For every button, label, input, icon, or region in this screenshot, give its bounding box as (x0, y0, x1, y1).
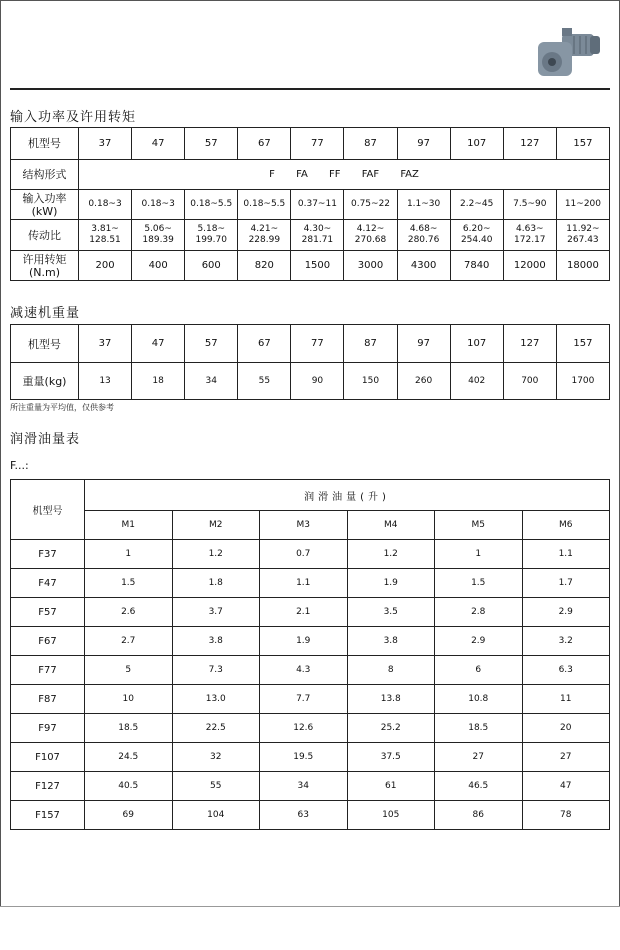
oil-quantity-header: 润滑油量(升) (85, 480, 610, 511)
oil-value-cell: 12.6 (260, 714, 348, 743)
oil-sub-label: F...: (10, 459, 29, 472)
oil-value-cell: 0.7 (260, 540, 348, 569)
oil-row (11, 772, 610, 801)
ratio-row (11, 220, 610, 251)
ratio-cell: 4.21~ 228.99 (238, 220, 291, 251)
ratio-cell: 4.12~ 270.68 (344, 220, 397, 251)
ratio-cell: 4.63~ 172.17 (503, 220, 556, 251)
weight-cell: 90 (291, 363, 344, 400)
oil-row-model: F37 (11, 540, 85, 569)
oil-value-cell: 18.5 (85, 714, 173, 743)
oil-value-cell: 55 (172, 772, 260, 801)
weight-model-cell: 157 (556, 325, 609, 363)
ratio-cell: 4.68~ 280.76 (397, 220, 450, 251)
position-header: M1 (85, 511, 173, 540)
weight-section-title: 减速机重量 (10, 306, 81, 321)
weight-cell: 1700 (556, 363, 609, 400)
oil-value-cell: 63 (260, 801, 348, 830)
oil-row (11, 714, 610, 743)
oil-value-cell: 25.2 (347, 714, 435, 743)
weight-row (11, 363, 610, 400)
torque-header (11, 251, 79, 281)
oil-value-cell: 2.1 (260, 598, 348, 627)
bottom-strip (0, 906, 620, 950)
position-header: M4 (347, 511, 435, 540)
power-cell: 11~200 (556, 190, 609, 220)
weight-cell: 150 (344, 363, 397, 400)
oil-value-cell: 40.5 (85, 772, 173, 801)
oil-value-cell: 32 (172, 743, 260, 772)
position-header: M3 (260, 511, 348, 540)
oil-value-cell: 2.9 (522, 598, 610, 627)
oil-value-cell: 3.7 (172, 598, 260, 627)
weight-model-cell: 57 (185, 325, 238, 363)
weight-model-cell: 107 (450, 325, 503, 363)
structure-type: FAF (361, 169, 380, 180)
oil-value-cell: 1.1 (522, 540, 610, 569)
oil-value-cell: 2.6 (85, 598, 173, 627)
weight-model-cell: 87 (344, 325, 397, 363)
oil-value-cell: 86 (435, 801, 523, 830)
oil-row-model: F87 (11, 685, 85, 714)
oil-value-cell: 1.2 (347, 540, 435, 569)
weight-header: 重量(kg) (11, 363, 79, 400)
oil-value-cell: 27 (435, 743, 523, 772)
oil-value-cell: 1.1 (260, 569, 348, 598)
ratio-cell: 6.20~ 254.40 (450, 220, 503, 251)
oil-row-model: F77 (11, 656, 85, 685)
ratio-cell: 5.06~ 189.39 (132, 220, 185, 251)
torque-row (11, 251, 610, 281)
oil-table (10, 479, 610, 830)
oil-value-cell: 24.5 (85, 743, 173, 772)
power-label: 输入功率 (22, 191, 67, 205)
oil-value-cell: 19.5 (260, 743, 348, 772)
oil-row (11, 569, 610, 598)
oil-row-model: F67 (11, 627, 85, 656)
torque-cell: 3000 (344, 251, 397, 281)
model-row (11, 128, 610, 160)
position-header: M5 (435, 511, 523, 540)
weight-cell: 260 (397, 363, 450, 400)
oil-value-cell: 78 (522, 801, 610, 830)
power-cell: 0.18~5.5 (185, 190, 238, 220)
weight-cell: 18 (132, 363, 185, 400)
model-cell: 127 (503, 128, 556, 160)
oil-value-cell: 1.9 (260, 627, 348, 656)
oil-value-cell: 104 (172, 801, 260, 830)
weight-model-row (11, 325, 610, 363)
oil-row (11, 656, 610, 685)
model-header: 机型号 (11, 128, 79, 160)
position-header: M2 (172, 511, 260, 540)
oil-value-cell: 6.3 (522, 656, 610, 685)
oil-value-cell: 5 (85, 656, 173, 685)
oil-value-cell: 2.7 (85, 627, 173, 656)
structure-type: FF (328, 169, 341, 180)
power-header (11, 190, 79, 220)
model-cell: 47 (132, 128, 185, 160)
power-cell: 0.75~22 (344, 190, 397, 220)
oil-value-cell: 69 (85, 801, 173, 830)
oil-value-cell: 1 (85, 540, 173, 569)
ratio-cell: 4.30~ 281.71 (291, 220, 344, 251)
oil-row-model: F97 (11, 714, 85, 743)
torque-cell: 18000 (556, 251, 609, 281)
oil-value-cell: 22.5 (172, 714, 260, 743)
power-cell: 1.1~30 (397, 190, 450, 220)
oil-row (11, 743, 610, 772)
power-cell: 2.2~45 (450, 190, 503, 220)
ratio-cell: 5.18~ 199.70 (185, 220, 238, 251)
structure-type: FAZ (400, 169, 419, 180)
ratio-cell: 3.81~ 128.51 (79, 220, 132, 251)
weight-cell: 34 (185, 363, 238, 400)
torque-cell: 12000 (503, 251, 556, 281)
oil-value-cell: 6 (435, 656, 523, 685)
oil-position-row (11, 511, 610, 540)
weight-cell: 402 (450, 363, 503, 400)
ratio-cell: 11.92~ 267.43 (556, 220, 609, 251)
weight-model-cell: 67 (238, 325, 291, 363)
structure-type: FA (296, 169, 308, 180)
oil-model-header: 机型号 (11, 480, 85, 540)
position-header: M6 (522, 511, 610, 540)
weight-model-cell: 127 (503, 325, 556, 363)
oil-value-cell: 7.3 (172, 656, 260, 685)
oil-value-cell: 10.8 (435, 685, 523, 714)
oil-row (11, 685, 610, 714)
oil-value-cell: 1.8 (172, 569, 260, 598)
oil-value-cell: 47 (522, 772, 610, 801)
oil-row (11, 801, 610, 830)
weight-cell: 700 (503, 363, 556, 400)
power-cell: 0.18~3 (79, 190, 132, 220)
model-cell: 157 (556, 128, 609, 160)
power-cell: 0.18~5.5 (238, 190, 291, 220)
oil-value-cell: 2.8 (435, 598, 523, 627)
model-cell: 77 (291, 128, 344, 160)
oil-value-cell: 1.7 (522, 569, 610, 598)
structure-types (79, 160, 610, 190)
model-cell: 37 (79, 128, 132, 160)
oil-value-cell: 3.2 (522, 627, 610, 656)
oil-value-cell: 20 (522, 714, 610, 743)
oil-value-cell: 11 (522, 685, 610, 714)
oil-value-cell: 46.5 (435, 772, 523, 801)
oil-row-model: F107 (11, 743, 85, 772)
power-unit: (kW) (31, 204, 58, 218)
model-cell: 67 (238, 128, 291, 160)
weight-model-cell: 47 (132, 325, 185, 363)
weight-model-header: 机型号 (11, 325, 79, 363)
weight-model-cell: 97 (397, 325, 450, 363)
power-row (11, 190, 610, 220)
oil-value-cell: 18.5 (435, 714, 523, 743)
oil-value-cell: 1.5 (85, 569, 173, 598)
torque-label: 许用转矩 (22, 252, 67, 266)
oil-row-model: F47 (11, 569, 85, 598)
oil-header-row (11, 480, 610, 511)
model-cell: 57 (185, 128, 238, 160)
oil-value-cell: 3.5 (347, 598, 435, 627)
oil-table-body (11, 540, 610, 830)
oil-value-cell: 1 (435, 540, 523, 569)
oil-value-cell: 13.0 (172, 685, 260, 714)
structure-header: 结构形式 (11, 160, 79, 190)
torque-cell: 820 (238, 251, 291, 281)
oil-value-cell: 27 (522, 743, 610, 772)
oil-value-cell: 4.3 (260, 656, 348, 685)
weight-note: 所注重量为平均值，仅供参考 (10, 403, 114, 412)
power-cell: 0.37~11 (291, 190, 344, 220)
oil-value-cell: 1.2 (172, 540, 260, 569)
weight-cell: 13 (79, 363, 132, 400)
oil-value-cell: 13.8 (347, 685, 435, 714)
oil-value-cell: 1.5 (435, 569, 523, 598)
power-torque-table (10, 127, 610, 281)
oil-value-cell: 1.9 (347, 569, 435, 598)
oil-value-cell: 3.8 (172, 627, 260, 656)
torque-cell: 7840 (450, 251, 503, 281)
oil-row (11, 627, 610, 656)
torque-cell: 400 (132, 251, 185, 281)
oil-value-cell: 34 (260, 772, 348, 801)
torque-cell: 1500 (291, 251, 344, 281)
oil-section-title: 润滑油量表 (10, 432, 81, 447)
oil-value-cell: 105 (347, 801, 435, 830)
oil-value-cell: 37.5 (347, 743, 435, 772)
oil-row-model: F57 (11, 598, 85, 627)
weight-model-cell: 37 (79, 325, 132, 363)
header-rule (10, 88, 610, 90)
oil-value-cell: 61 (347, 772, 435, 801)
weight-table (10, 324, 610, 400)
torque-cell: 600 (185, 251, 238, 281)
ratio-header: 传动比 (11, 220, 79, 251)
power-cell: 7.5~90 (503, 190, 556, 220)
weight-model-cell: 77 (291, 325, 344, 363)
model-cell: 97 (397, 128, 450, 160)
model-cell: 87 (344, 128, 397, 160)
torque-unit: (N.m) (28, 265, 61, 279)
oil-row (11, 598, 610, 627)
torque-cell: 4300 (397, 251, 450, 281)
oil-value-cell: 8 (347, 656, 435, 685)
oil-value-cell: 3.8 (347, 627, 435, 656)
torque-cell: 200 (79, 251, 132, 281)
structure-type: F (269, 169, 275, 180)
oil-value-cell: 2.9 (435, 627, 523, 656)
oil-value-cell: 10 (85, 685, 173, 714)
oil-row-model: F127 (11, 772, 85, 801)
oil-value-cell: 7.7 (260, 685, 348, 714)
power-section-title: 输入功率及许用转矩 (10, 110, 137, 125)
structure-row (11, 160, 610, 190)
oil-row (11, 540, 610, 569)
weight-cell: 55 (238, 363, 291, 400)
oil-row-model: F157 (11, 801, 85, 830)
power-cell: 0.18~3 (132, 190, 185, 220)
gear-reducer-image (532, 24, 604, 84)
model-cell: 107 (450, 128, 503, 160)
